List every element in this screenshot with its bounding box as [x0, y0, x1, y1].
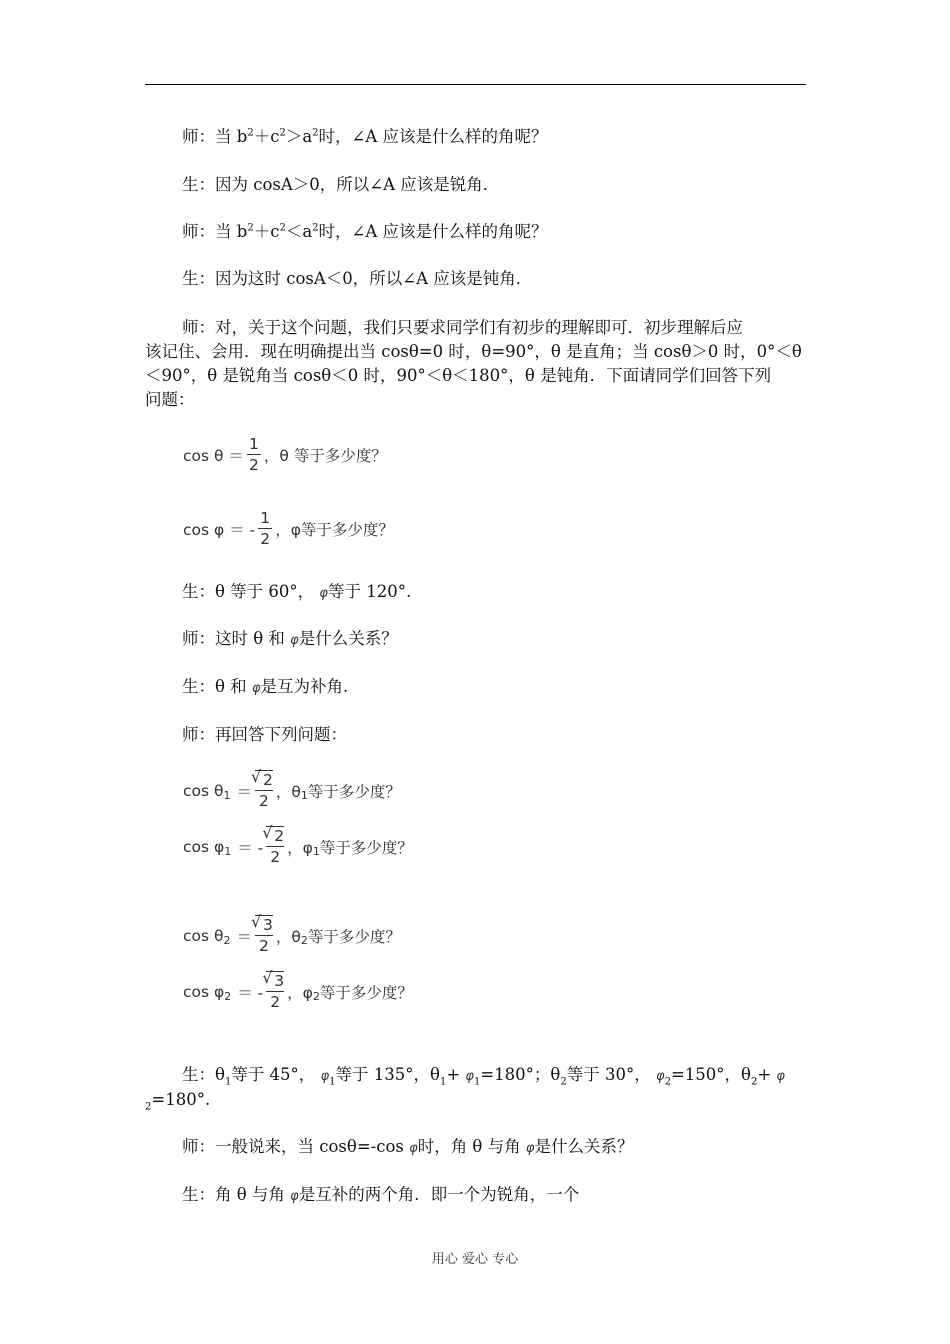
teacher-prompt: 师：再回答下列问题：: [182, 725, 347, 744]
student-line-1: 生：因为 cosA＞0，所以∠A 应该是锐角．: [182, 175, 500, 194]
teacher-paragraph: [145, 316, 807, 412]
teacher-line-2: 师：当 $b^2+c^2<a^2$时，∠A 应该是什么样的角呢？: [182, 222, 548, 241]
student-answer-4: 生：角 θ 与角 φ是互补的两个角．即一个为锐角，一个: [182, 1185, 580, 1204]
student-answer-1: 生：θ 等于 60°， φ等于 120°.: [182, 582, 412, 601]
header-rule: [145, 84, 806, 85]
equation-cos-theta2: cos θ 2 ＝ √ $\frac{3}{2}$ ，θ 2 等于多少度？: [183, 915, 401, 956]
para-line: ＜90°，θ 是锐角当 cosθ＜0 时，90°＜θ＜180°，θ 是钝角．下面请同学们回答下列: [145, 366, 772, 385]
equation-cos-phi: cos φ ＝ - $\frac{1}{2}$ ，φ等于多少度？: [183, 509, 394, 548]
teacher-question-relation: 师：这时 θ 和 φ是什么关系？: [182, 629, 398, 648]
student-answer-3-cont: $_2$=180°.: [145, 1090, 211, 1113]
equation-cos-phi2: cos φ 2 ＝ - √ $\frac{3}{2}$ ，φ 2 等于多少度？: [183, 971, 413, 1012]
teacher-line-1: 师：当 $b^2+c^2>a^2$时，∠A 应该是什么样的角呢？: [182, 127, 548, 146]
student-line-2: 生：因为这时 cosA＜0，所以∠A 应该是钝角．: [182, 269, 533, 288]
para-line: 问题：: [145, 390, 195, 409]
para-line: 师：对，关于这个问题，我们只要求同学们有初步的理解即可．初步理解后应: [182, 318, 743, 337]
student-answer-3: 生：$\theta_1$等于 45°， $\varphi_1$等于 135°，$\theta_1+ \varphi_1=180^\circ$；$\theta_2$等于 30°， $\varphi_2=150^\circ$，$\theta_2+ \varphi$: [182, 1065, 785, 1088]
teacher-question-general: 师：一般说来，当 cosθ=-cos φ时，角 θ 与角 φ是什么关系？: [182, 1137, 634, 1156]
student-answer-2: 生：θ 和 φ是互为补角.: [182, 677, 349, 696]
equation-cos-phi1: cos φ 1 ＝ - √ $\frac{2}{2}$ ，φ 1 等于多少度？: [183, 826, 413, 867]
para-line: 该记住、会用．现在明确提出当 cosθ=0 时，θ=90°，θ 是直角；当 cosθ＞0 时，0°＜θ: [145, 342, 802, 361]
page-footer: 用心 爱心 专心: [431, 1252, 519, 1267]
equation-cos-theta1: cos θ 1 ＝ √ $\frac{2}{2}$ ，θ 1 等于多少度？: [183, 770, 401, 811]
equation-cos-theta: cos θ ＝ $\frac{1}{2}$ ，θ 等于多少度？: [183, 435, 387, 474]
